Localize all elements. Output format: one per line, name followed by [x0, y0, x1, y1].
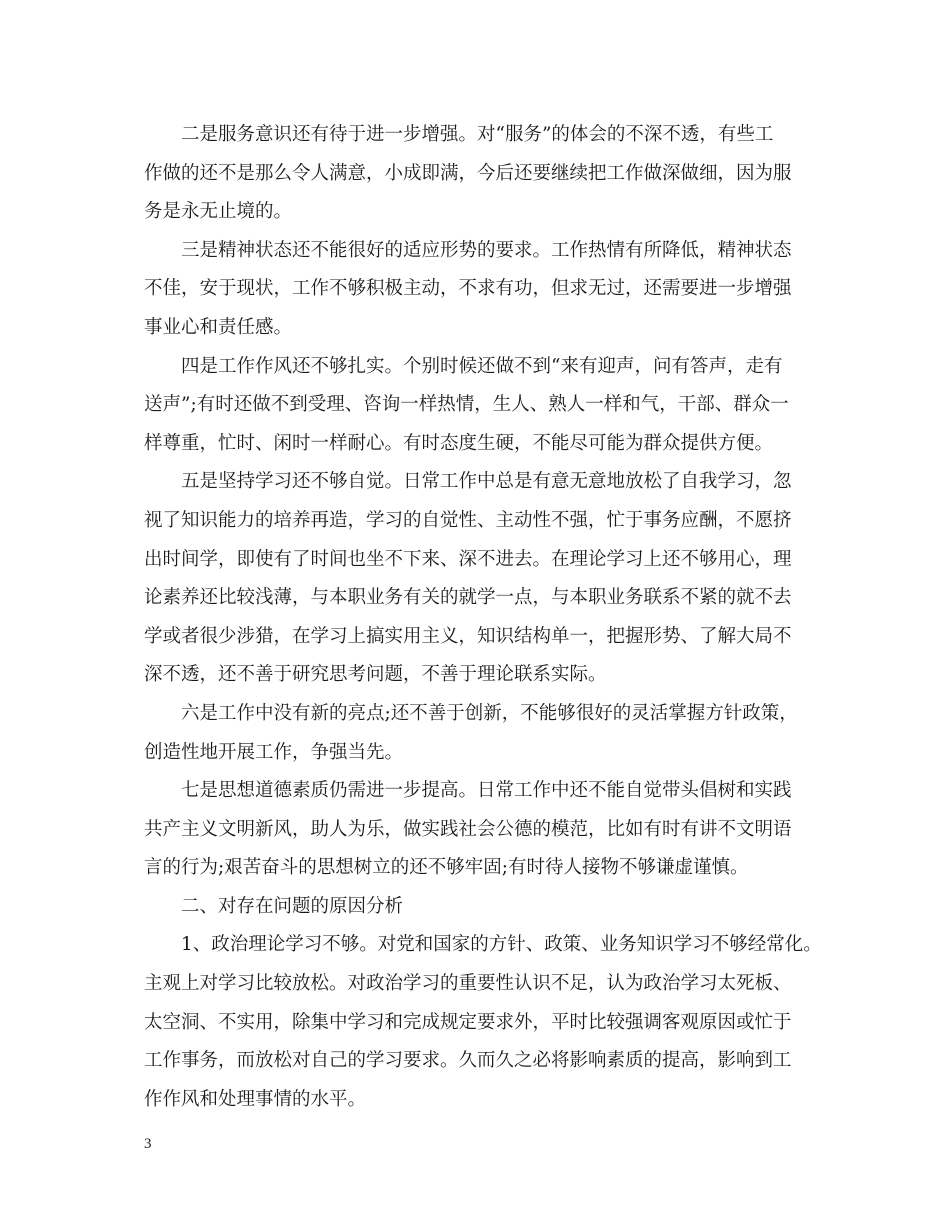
text-line: 不佳，安于现状，工作不够积极主动，不求有功，但求无过，还需要进一步增强: [144, 278, 792, 300]
paragraph-study-habits: [144, 463, 808, 695]
text-line: 言的行为;艰苦奋斗的思想树立的还不够牢固;有时待人接物不够谦虚谨慎。: [144, 857, 749, 879]
text-line: 论素养还比较浅薄，与本职业务有关的就学一点，与本职业务联系不紧的就不去: [144, 587, 792, 609]
text-line: 四是工作作风还不够扎实。个别时候还做不到“来有迎声，问有答声，走有: [181, 355, 783, 377]
text-line: 共产主义文明新风，助人为乐，做实践社会公德的模范，比如有时有讲不文明语: [144, 818, 792, 840]
section-heading-cause-analysis: [144, 888, 808, 927]
text-line: 六是工作中没有新的亮点;还不善于创新，不能够很好的灵活掌握方针政策，: [181, 702, 798, 724]
text-line: 1、政治理论学习不够。对党和国家的方针、政策、业务知识学习不够经常化。: [181, 934, 822, 956]
text-line: 二、对存在问题的原因分析: [181, 895, 404, 917]
text-line: 出时间学，即使有了时间也坐不下来、深不进去。在理论学习上还不够用心，理: [144, 548, 792, 570]
text-line: 主观上对学习比较放松。对政治学习的重要性认识不足，认为政治学习太死板、: [144, 973, 792, 995]
text-line: 作作风和处理事情的水平。: [144, 1088, 367, 1110]
text-line: 工作事务，而放松对自己的学习要求。久而久之必将影响素质的提高，影响到工: [144, 1050, 792, 1072]
text-line: 二是服务意识还有待于进一步增强。对“服务”的体会的不深不透，有些工: [181, 124, 774, 145]
paragraph-moral-quality: [144, 772, 808, 888]
text-line: 太空洞、不实用，除集中学习和完成规定要求外，平时比较强调客观原因或忙于: [144, 1011, 792, 1033]
text-line: 作做的还不是那么令人满意，小成即满，今后还要继续把工作做深做细，因为服: [144, 162, 792, 184]
text-line: 五是坚持学习还不够自觉。日常工作中总是有意无意地放松了自我学习，忽: [181, 471, 792, 493]
paragraph-service-awareness: [144, 116, 808, 232]
text-line: 三是精神状态还不能很好的适应形势的要求。工作热情有所降低，精神状态: [181, 239, 792, 261]
document-body: [144, 116, 822, 1119]
text-line: 学或者很少涉猎，在学习上搞实用主义，知识结构单一，把握形势、了解大局不: [144, 625, 792, 647]
text-line: 事业心和责任感。: [144, 316, 293, 338]
text-line: 样尊重，忙时、闲时一样耐心。有时态度生硬，不能尽可能为群众提供方便。: [144, 432, 774, 454]
text-line: 七是思想道德素质仍需进一步提高。日常工作中还不能自觉带头倡树和实践: [181, 780, 792, 802]
text-line: 视了知识能力的培养再造，学习的自觉性、主动性不强，忙于事务应酬，不愿挤: [144, 509, 792, 531]
text-line: 深不透，还不善于研究思考问题，不善于理论联系实际。: [144, 664, 607, 686]
paragraph-innovation: [144, 695, 808, 772]
text-line: 送声”;有时还做不到受理、咨询一样热情，生人、熟人一样和气，干部、群众一: [144, 394, 789, 416]
page-number: 3: [144, 1136, 152, 1152]
paragraph-political-theory: [144, 926, 822, 1119]
paragraph-work-style: [144, 348, 808, 464]
paragraph-mental-state: [144, 232, 808, 348]
text-line: 务是永无止境的。: [144, 201, 293, 223]
text-line: 创造性地开展工作，争强当先。: [144, 741, 404, 763]
